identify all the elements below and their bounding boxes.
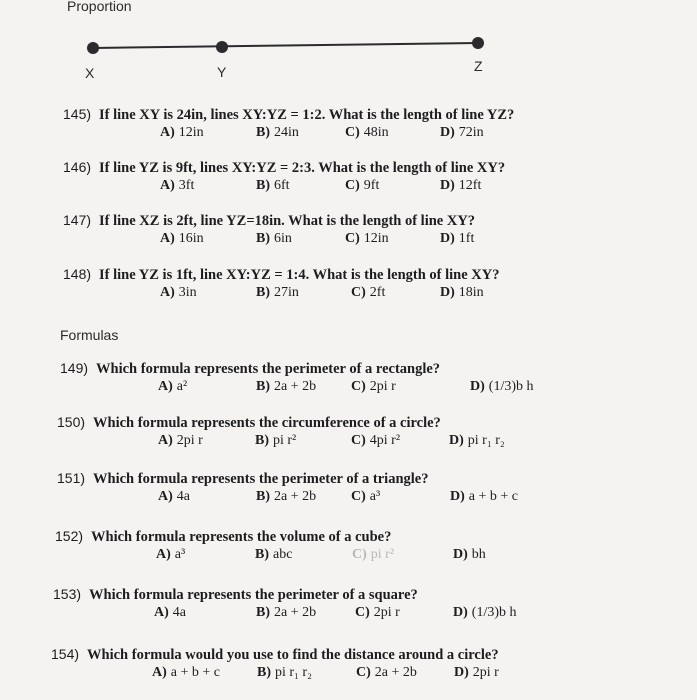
choice-d[interactable]: D) 2pi r (454, 665, 499, 680)
choice-a[interactable]: A) 3ft (160, 178, 195, 193)
question-number: 154) (51, 646, 80, 662)
question-149 (60, 360, 534, 397)
choice-a[interactable]: A) 12in (160, 125, 204, 140)
choice-d[interactable]: D) 72in (440, 125, 484, 140)
choice-d[interactable]: D) 1ft (440, 231, 475, 246)
choice-a[interactable]: A) a³ (156, 547, 186, 562)
question-152 (55, 528, 486, 565)
question-147 (63, 212, 475, 249)
section-title-formulas: Formulas (60, 327, 119, 343)
point-x (87, 42, 99, 54)
choice-c[interactable]: C) pi r² (352, 547, 395, 562)
segment-line (93, 43, 478, 48)
question-text: Which formula would you use to find the distance around a circle? (87, 647, 499, 663)
question-154 (51, 646, 499, 683)
question-number: 151) (57, 470, 86, 486)
choice-c[interactable]: C) 2a + 2b (356, 665, 417, 680)
question-number: 147) (63, 212, 92, 228)
question-text: If line XZ is 2ft, line YZ=18in. What is the length of line XY? (99, 213, 476, 229)
choice-c[interactable]: C) 4pi r² (351, 433, 401, 448)
choice-d[interactable]: D) pi r₁ r₂ (449, 433, 505, 448)
question-text: Which formula represents the perimeter of a square? (89, 587, 418, 603)
choice-c[interactable]: C) 48in (345, 125, 389, 140)
choice-c[interactable]: C) 9ft (345, 178, 380, 193)
choice-b[interactable]: B) 6ft (256, 178, 290, 193)
question-number: 148) (63, 266, 92, 282)
choice-b[interactable]: B) 2a + 2b (256, 489, 317, 504)
question-151 (57, 470, 518, 507)
choice-a[interactable]: A) 4a (158, 489, 190, 504)
choice-a[interactable]: A) 4a (154, 605, 186, 620)
point-z (472, 37, 484, 49)
choice-b[interactable]: B) 2a + 2b (256, 379, 317, 394)
choice-c[interactable]: C) 2pi r (355, 605, 400, 620)
choice-d[interactable]: D) bh (453, 547, 486, 562)
choice-b[interactable]: B) pi r₁ r₂ (257, 665, 312, 680)
choice-b[interactable]: B) 6in (256, 231, 292, 246)
question-150 (57, 414, 505, 451)
choice-d[interactable]: D) a + b + c (450, 489, 518, 504)
line-segment-diagram (0, 30, 697, 90)
question-number: 146) (63, 159, 92, 175)
question-number: 152) (55, 528, 84, 544)
label-y: Y (217, 64, 227, 80)
choice-a[interactable]: A) 16in (160, 231, 204, 246)
question-text: If line YZ is 9ft, lines XY:YZ = 2:3. What is the length of line XY? (99, 160, 506, 176)
choice-b[interactable]: B) pi r² (255, 433, 297, 448)
choice-a[interactable]: A) a² (158, 379, 188, 394)
question-text: If line XY is 24in, lines XY:YZ = 1:2. What is the length of line YZ? (99, 107, 515, 123)
question-text: Which formula represents the perimeter of a rectangle? (96, 361, 441, 377)
question-number: 145) (63, 106, 92, 122)
label-z: Z (474, 58, 483, 74)
question-text: Which formula represents the volume of a cube? (91, 529, 392, 545)
choice-a[interactable]: A) 3in (160, 285, 197, 300)
question-text: Which formula represents the perimeter of a triangle? (93, 471, 429, 487)
question-145 (63, 106, 514, 143)
point-y (216, 41, 228, 53)
choice-b[interactable]: B) 27in (256, 285, 299, 300)
question-146 (63, 159, 505, 196)
choice-b[interactable]: B) 2a + 2b (256, 605, 317, 620)
question-153 (53, 586, 517, 623)
question-148 (63, 266, 499, 303)
choice-b[interactable]: B) abc (255, 547, 293, 562)
question-number: 153) (53, 586, 82, 602)
choice-a[interactable]: A) a + b + c (152, 665, 220, 680)
choice-d[interactable]: D) 12ft (440, 178, 482, 193)
question-number: 150) (57, 414, 86, 430)
choice-c[interactable]: C) 2pi r (351, 379, 396, 394)
choice-c[interactable]: C) a³ (351, 489, 381, 504)
choice-d[interactable]: D) 18in (440, 285, 484, 300)
question-number: 149) (60, 360, 89, 376)
section-title-proportion: Proportion (67, 0, 132, 14)
choice-c[interactable]: C) 12in (345, 231, 389, 246)
choice-d[interactable]: D) (1/3)b h (453, 605, 517, 620)
choice-a[interactable]: A) 2pi r (158, 433, 203, 448)
choice-c[interactable]: C) 2ft (351, 285, 386, 300)
choice-b[interactable]: B) 24in (256, 125, 299, 140)
question-text: If line YZ is 1ft, line XY:YZ = 1:4. What is the length of line XY? (99, 267, 500, 283)
question-text: Which formula represents the circumference of a circle? (93, 415, 441, 431)
label-x: X (85, 65, 95, 81)
choice-d[interactable]: D) (1/3)b h (470, 379, 534, 394)
